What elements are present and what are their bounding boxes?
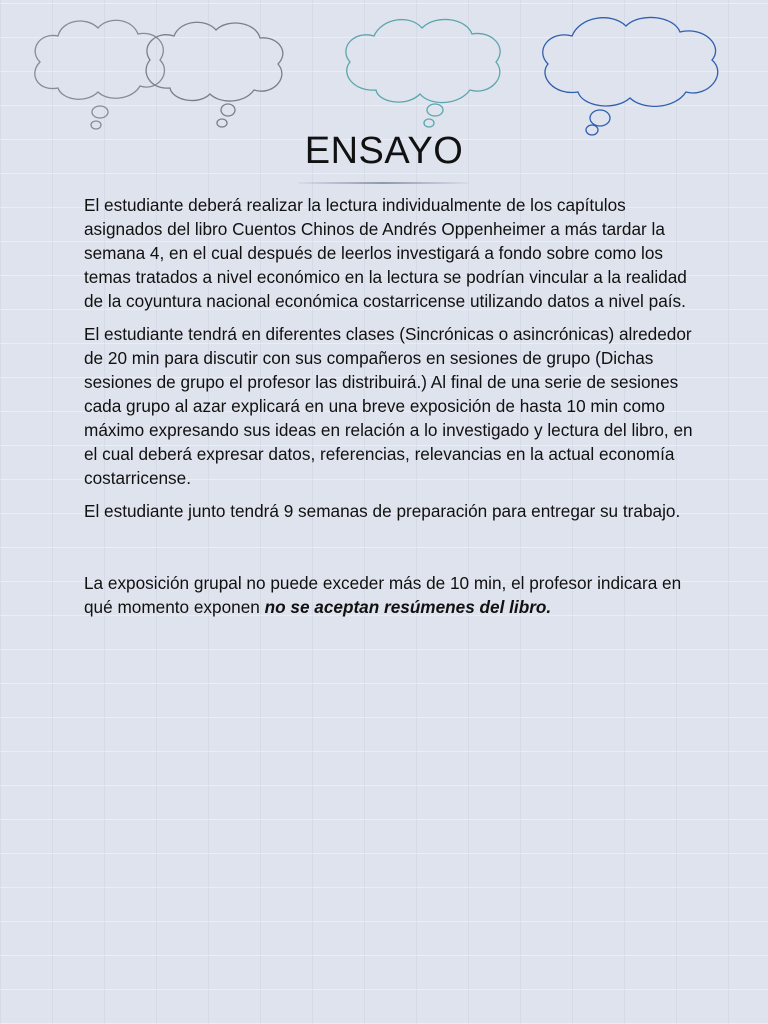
thought-bubble-4a (590, 110, 610, 126)
thought-clouds-decoration (0, 0, 768, 140)
paragraph-preparation-time: El estudiante junto tendrá 9 semanas de preparación para entregar su trabajo. (84, 501, 681, 521)
document-body (84, 193, 694, 628)
thought-bubble-2b (217, 119, 227, 127)
title-underline-divider (298, 182, 468, 184)
thought-cloud-1 (35, 20, 165, 99)
thought-cloud-3 (346, 19, 500, 102)
thought-bubble-1b (91, 121, 101, 129)
no-summaries-emphasis: no se aceptan resúmenes del libro. (264, 597, 552, 617)
thought-cloud-4 (543, 17, 718, 106)
exposition-rule-text: La exposición grupal no puede exceder más de 10 min, el profesor indicara en qué momento exponen (84, 573, 682, 617)
thought-bubble-3a (427, 104, 443, 116)
page-title: ENSAYO (304, 130, 464, 172)
thought-bubble-2a (221, 104, 235, 116)
paragraph-group-sessions: El estudiante tendrá en diferentes clases (Sincrónicas o asincrónicas) alrededor de 20 min para discutir con sus compañeros en sesiones de grupo (Dichas sesiones de grupo el profesor las distribuirá.) Al final de una serie de sesiones cada grupo al azar explicará en una breve exposición de hasta 10 min como máximo expresando sus ideas en relación a lo investigado y lectura del libro, en el cual deberá expresar datos, referencias, relevancias en la actual economía costarricense. (84, 324, 693, 488)
thought-bubble-1a (92, 106, 108, 118)
paragraph-exposition-rule (84, 571, 694, 619)
paragraph-reading-assignment: El estudiante deberá realizar la lectura individualmente de los capítulos asignados del libro Cuentos Chinos de Andrés Oppenheimer a más tardar la semana 4, en el cual después de leerlos investigará a fondo sobre como los temas tratados a nivel económico en la lectura se podrían vincular a la realidad de la coyuntura nacional económica costarricense utilizando datos a nivel país. (84, 195, 687, 311)
thought-cloud-2 (146, 22, 283, 101)
thought-bubble-3b (424, 119, 434, 127)
